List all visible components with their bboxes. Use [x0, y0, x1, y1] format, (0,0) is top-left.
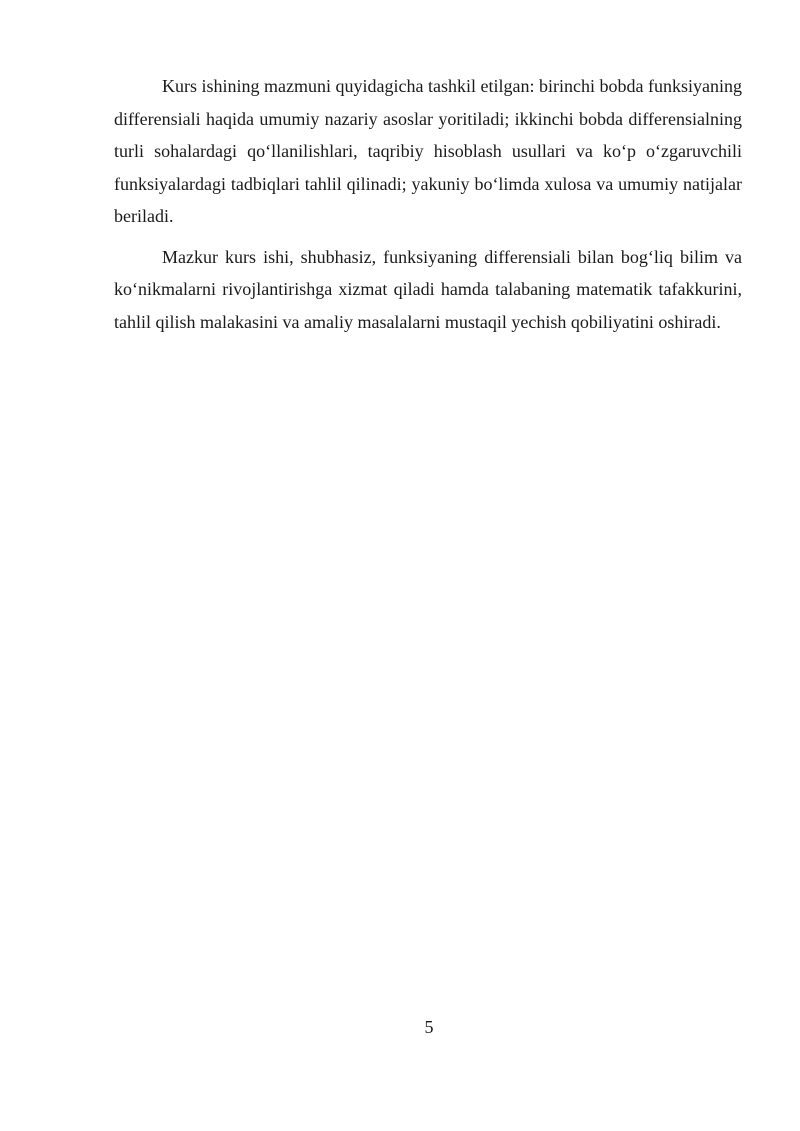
paragraph-course-purpose: Mazkur kurs ishi, shubhasiz, funksiyaning differensiali bilan bog‘liq bilim va ko‘nikmalarni rivojlantirishga xizmat qiladi hamda talabaning matematik tafakkurini, tahlil qilish malakasini va amaliy masalalarni mustaqil yechish qobiliyatini oshiradi. — [114, 246, 742, 332]
page-body — [114, 70, 742, 346]
page-number: 5 — [424, 1017, 434, 1037]
paragraph-course-structure: Kurs ishining mazmuni quyidagicha tashkil etilgan: birinchi bobda funksiyaning differensiali haqida umumiy nazariy asoslar yoritiladi; ikkinchi bobda differensialning turli sohalardagi qo‘llanilishlari, taqribiy hisoblash usullari va ko‘p o‘zgaruvchili funksiyalardagi tadbiqlari tahlil qilinadi; yakuniy bo‘limda xulosa va umumiy natijalar beriladi. — [114, 76, 742, 226]
